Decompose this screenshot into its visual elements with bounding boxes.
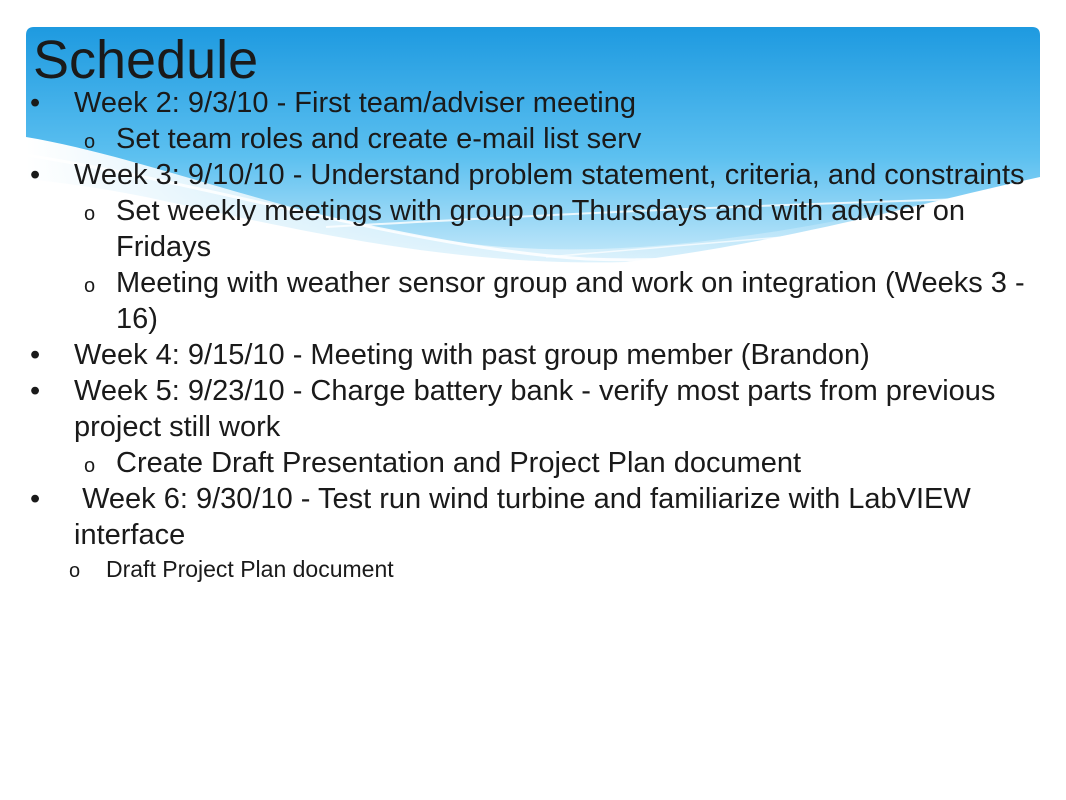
list-item-week-4 xyxy=(26,337,1036,373)
bullet-circle: o xyxy=(69,560,81,582)
item-text: Week 3: 9/10/10 - Understand problem statement, criteria, and constraints xyxy=(74,159,1025,191)
item-text: Set team roles and create e-mail list serv xyxy=(116,123,642,155)
item-text: Week 2: 9/3/10 - First team/adviser meeting xyxy=(74,87,636,119)
list-subitem xyxy=(26,193,1036,265)
list-subitem xyxy=(26,445,1036,481)
bullet-circle: o xyxy=(84,203,96,225)
bullet-dot: • xyxy=(30,159,41,191)
list-subitem xyxy=(26,121,1036,157)
item-text: Week 5: 9/23/10 - Charge battery bank - verify most parts from previous project still work xyxy=(74,375,996,443)
bullet-dot: • xyxy=(30,339,41,371)
bullet-circle: o xyxy=(84,455,96,477)
bullet-dot: • xyxy=(30,375,41,407)
list-item-week-5 xyxy=(26,373,1036,445)
bullet-circle: o xyxy=(84,275,96,297)
item-text: Draft Project Plan document xyxy=(106,556,394,582)
slide-title: Schedule xyxy=(33,30,259,90)
bullet-dot: • xyxy=(30,87,41,119)
schedule-list xyxy=(26,85,1036,585)
bullet-circle: o xyxy=(84,131,96,153)
item-text: Set weekly meetings with group on Thursdays and with adviser on Fridays xyxy=(116,195,965,263)
item-text: Week 4: 9/15/10 - Meeting with past group member (Brandon) xyxy=(74,339,870,371)
list-item-week-2 xyxy=(26,85,1036,121)
list-subitem xyxy=(26,265,1036,337)
item-text: Week 6: 9/30/10 - Test run wind turbine and familiarize with LabVIEW interface xyxy=(74,483,979,551)
item-text: Meeting with weather sensor group and work on integration (Weeks 3 - 16) xyxy=(116,267,1025,335)
list-item-week-6 xyxy=(26,481,1036,553)
list-subitem-small xyxy=(26,553,1036,585)
list-item-week-3 xyxy=(26,157,1036,193)
bullet-dot: • xyxy=(30,483,41,515)
item-text: Create Draft Presentation and Project Plan document xyxy=(116,447,802,479)
